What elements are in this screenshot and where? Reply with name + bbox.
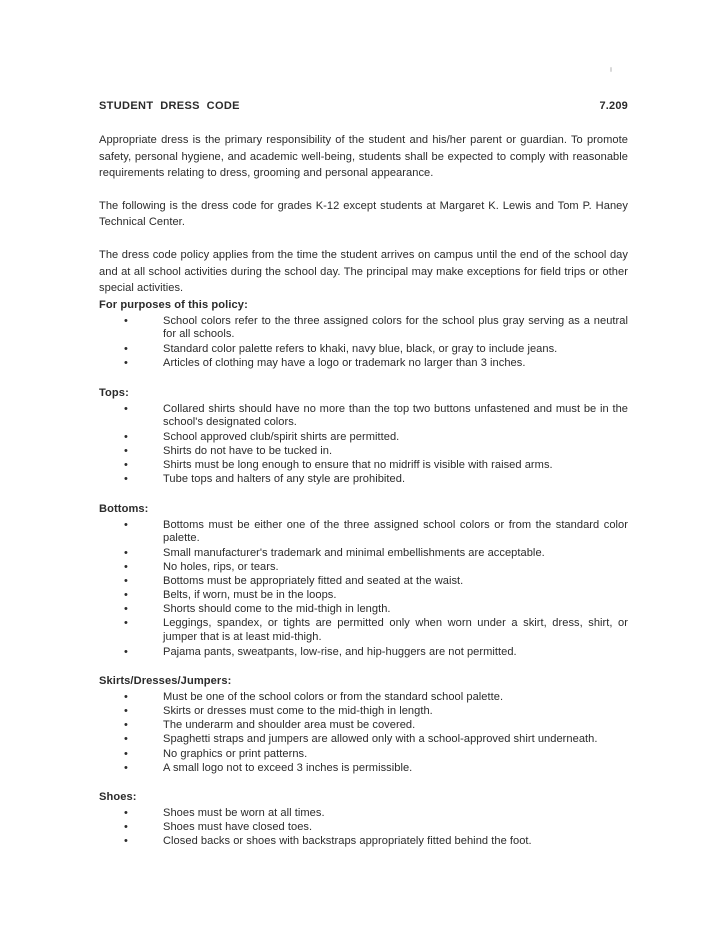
list-item: [99, 762, 628, 776]
list-item-text: School colors refer to the three assigned colors for the school plus gray serving as a neutral for all schools.: [163, 314, 628, 341]
bullet-icon: •: [124, 691, 128, 704]
list-item-text: Closed backs or shoes with backstraps appropriately fitted behind the foot.: [163, 835, 532, 848]
list-item: [99, 445, 628, 459]
list-item: [99, 589, 628, 603]
list-item: [99, 343, 628, 357]
list-item: [99, 519, 628, 546]
list-item-text: A small logo not to exceed 3 inches is permissible.: [163, 761, 413, 774]
list-item: [99, 431, 628, 445]
list-item-text: Bottoms must be either one of the three assigned school colors or from the standard color palette.: [163, 518, 628, 545]
bullet-icon: •: [124, 575, 128, 588]
list-item-text: Must be one of the school colors or from the standard school palette.: [163, 691, 504, 704]
list-item-text: School approved club/spirit shirts are permitted.: [163, 430, 400, 443]
list-item-text: Small manufacturer's trademark and minimal embellishments are acceptable.: [163, 546, 545, 559]
bullet-list: [99, 519, 628, 659]
list-item-text: Belts, if worn, must be in the loops.: [163, 589, 337, 602]
list-item: [99, 617, 628, 644]
list-item: [99, 547, 628, 561]
bullet-icon: •: [124, 719, 128, 732]
section-heading: Tops:: [99, 386, 129, 399]
list-item-text: No graphics or print patterns.: [163, 747, 308, 760]
bullet-icon: •: [124, 645, 128, 658]
list-item-text: Bottoms must be appropriately fitted and seated at the waist.: [163, 575, 464, 588]
document-header: [99, 100, 628, 112]
list-item-text: Shirts do not have to be tucked in.: [163, 444, 333, 457]
section-heading: Shoes:: [99, 791, 137, 804]
list-item: [99, 575, 628, 589]
bullet-icon: •: [124, 342, 128, 355]
list-item-text: The underarm and shoulder area must be covered.: [163, 719, 416, 732]
bullet-icon: •: [124, 617, 128, 630]
bullet-icon: •: [124, 314, 128, 327]
list-item: [99, 315, 628, 342]
bullet-icon: •: [124, 546, 128, 559]
list-item-text: Shoes must have closed toes.: [163, 821, 313, 834]
list-item: [99, 719, 628, 733]
list-item: [99, 357, 628, 371]
bullet-icon: •: [124, 444, 128, 457]
list-item: [99, 561, 628, 575]
list-item: [99, 646, 628, 660]
list-item: [99, 459, 628, 473]
list-item-text: Articles of clothing may have a logo or trademark no larger than 3 inches.: [163, 357, 526, 370]
bullet-icon: •: [124, 430, 128, 443]
bullet-icon: •: [124, 761, 128, 774]
list-item: [99, 473, 628, 487]
bullet-icon: •: [124, 705, 128, 718]
bullet-icon: •: [124, 357, 128, 370]
policy-section: [99, 385, 628, 487]
list-item-text: Pajama pants, sweatpants, low-rise, and hip-huggers are not permitted.: [163, 645, 517, 658]
bullet-icon: •: [124, 589, 128, 602]
list-item-text: Spaghetti straps and jumpers are allowed only with a school-approved shirt underneath.: [163, 733, 598, 746]
list-item: [99, 733, 628, 747]
bullet-list: [99, 315, 628, 371]
list-item-text: Skirts or dresses must come to the mid-thigh in length.: [163, 705, 433, 718]
bullet-icon: •: [124, 821, 128, 834]
list-item: [99, 807, 628, 821]
policy-number: 7.209: [599, 100, 628, 112]
policy-section: [99, 297, 628, 371]
policy-section: [99, 501, 628, 659]
policy-section: [99, 673, 628, 775]
section-heading: Bottoms:: [99, 502, 149, 515]
list-item-text: Tube tops and halters of any style are prohibited.: [163, 473, 406, 486]
intro-paragraphs: [99, 132, 628, 297]
list-item-text: No holes, rips, or tears.: [163, 560, 279, 573]
policy-section: [99, 789, 628, 849]
list-item: [99, 691, 628, 705]
bullet-icon: •: [124, 518, 128, 531]
list-item-text: Standard color palette refers to khaki, navy blue, black, or gray to include jeans.: [163, 342, 558, 355]
list-item: [99, 748, 628, 762]
bullet-icon: •: [124, 402, 128, 415]
bullet-icon: •: [124, 603, 128, 616]
bullet-icon: •: [124, 733, 128, 746]
bullet-icon: •: [124, 459, 128, 471]
list-item-text: Shirts must be long enough to ensure that no midriff is visible with raised arms.: [163, 459, 553, 471]
list-item: [99, 821, 628, 835]
list-item: [99, 835, 628, 849]
document-content: [99, 100, 628, 863]
bullet-icon: •: [124, 835, 128, 848]
section-heading: For purposes of this policy:: [99, 298, 248, 311]
bullet-icon: •: [124, 560, 128, 573]
list-item-text: Leggings, spandex, or tights are permitted only when worn under a skirt, dress, shirt, or jumper that is at least mid-thigh.: [163, 617, 628, 643]
page-title: STUDENT DRESS CODE: [99, 100, 240, 112]
bullet-icon: •: [124, 747, 128, 760]
list-item-text: Collared shirts should have no more than the top two buttons unfastened and must be in the school's designated colors.: [163, 402, 628, 429]
bullet-list: [99, 807, 628, 849]
list-item: [99, 403, 628, 430]
paragraph: Appropriate dress is the primary responsibility of the student and his/her parent or guardian. To promote safety, personal hygiene, and academic well-being, students shall be expected to comply with reasonable requirements relating to dress, grooming and personal appearance.: [99, 134, 628, 180]
paragraph: The following is the dress code for grades K-12 except students at Margaret K. Lewis and Tom P. Haney Technical Center.: [99, 199, 628, 229]
section-heading: Skirts/Dresses/Jumpers:: [99, 675, 232, 688]
bullet-icon: •: [124, 473, 128, 486]
bullet-icon: •: [124, 807, 128, 820]
list-item-text: Shoes must be worn at all times.: [163, 807, 325, 820]
paragraph: The dress code policy applies from the time the student arrives on campus until the end of the school day and at all school activities during the school day. The principal may make exceptions for field trips or other special activities.: [99, 248, 628, 295]
list-item-text: Shorts should come to the mid-thigh in length.: [163, 603, 391, 616]
scan-artifact-speck: [610, 67, 612, 72]
list-item: [99, 705, 628, 719]
bullet-list: [99, 691, 628, 775]
bullet-list: [99, 403, 628, 487]
list-item: [99, 603, 628, 617]
